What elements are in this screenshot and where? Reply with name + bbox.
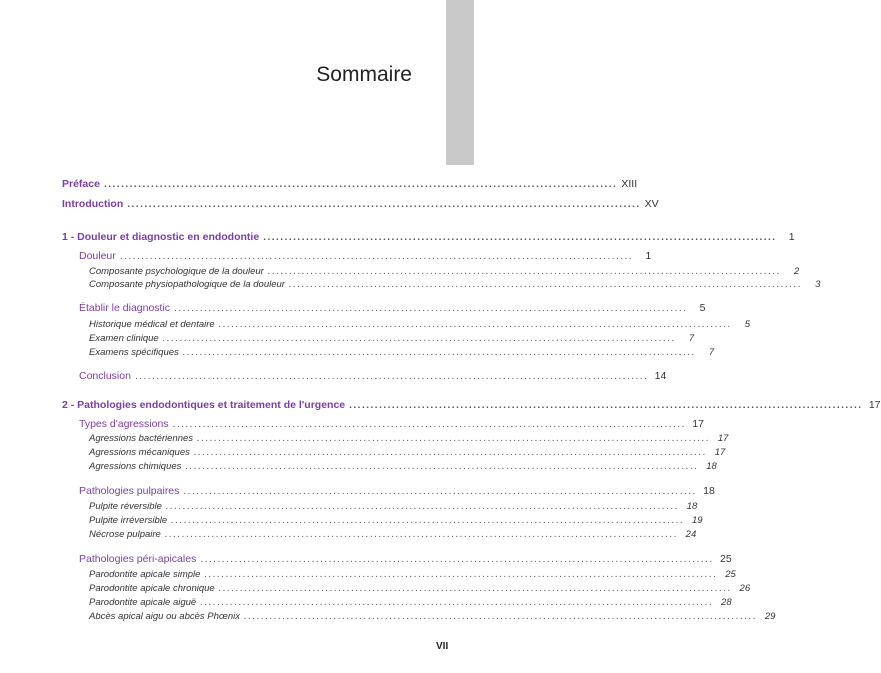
toc-entry-page: 24 — [685, 529, 697, 540]
toc-leader-dots: ........................................................................................................................ — [263, 232, 777, 243]
toc-entry-page: 3 — [815, 279, 821, 290]
toc-entry[interactable] — [89, 527, 697, 543]
page-title: Sommaire — [316, 63, 412, 86]
toc-entry-page: 18 — [706, 461, 717, 472]
toc-entry-label: 2 - Pathologies endodontiques et traitement de l'urgence — [62, 399, 346, 411]
toc-entry[interactable] — [79, 416, 704, 432]
toc-entry[interactable] — [79, 300, 706, 316]
toc-entry[interactable] — [62, 176, 638, 192]
toc-entry-page: 28 — [721, 597, 732, 608]
toc-entry-label: Types d'agressions — [79, 418, 169, 430]
toc-entry-page: 17 — [714, 447, 726, 458]
toc-entry-label: Parodontite apicale simple — [89, 569, 201, 580]
toc-entry-page: 5 — [744, 319, 751, 330]
toc-entry-label: Conclusion — [79, 370, 131, 382]
toc-entry-page: 7 — [708, 347, 715, 358]
toc-leader-dots: ........................................................................................................................ — [103, 179, 618, 190]
toc-entry-page: XIII — [621, 178, 638, 190]
toc-entry-label: Pulpite réversible — [89, 501, 162, 512]
toc-leader-dots: ........................................................................................................................ — [174, 303, 688, 314]
toc-entry-page: 17 — [868, 399, 881, 411]
toc-entry-label: Préface — [62, 178, 100, 190]
toc-entry-label: Pathologies pulpaires — [79, 485, 180, 497]
toc-entry-page: 1 — [645, 250, 652, 262]
toc-leader-dots: ........................................................................................................................ — [183, 486, 697, 497]
toc-entry[interactable] — [62, 397, 881, 413]
toc-entry-page: 18 — [703, 485, 715, 497]
toc-entry-page: 7 — [688, 333, 695, 344]
toc-entry-label: Établir le diagnostic — [79, 302, 171, 314]
toc-entry-page: 19 — [691, 515, 703, 526]
toc-entry[interactable] — [79, 368, 667, 384]
toc-entry-label: Agressions chimiques — [89, 461, 182, 472]
toc-entry-label: Parodontite apicale aiguë — [89, 597, 197, 608]
toc-leader-dots: ........................................................................................................................ — [172, 419, 686, 430]
toc-entry-label: Abcès apical aigu ou abcès Phœnix — [89, 611, 241, 622]
toc-entry-page: 17 — [717, 433, 729, 444]
toc-leader-dots: ........................................................................................................................ — [218, 319, 733, 330]
toc-entry[interactable] — [62, 196, 659, 212]
toc-leader-dots: ........................................................................................................................ — [119, 251, 634, 262]
toc-entry-label: Historique médical et dentaire — [89, 319, 215, 330]
toc-leader-dots: ........................................................................................................................ — [218, 583, 733, 594]
toc-entry-page: 1 — [788, 231, 795, 243]
toc-entry-page: 2 — [793, 266, 800, 277]
page-number: VII — [436, 641, 449, 652]
toc-entry-label: Douleur — [79, 250, 116, 262]
toc-entry-page: 5 — [699, 302, 706, 314]
toc-leader-dots: ........................................................................................................................ — [185, 461, 699, 472]
toc-leader-dots: ........................................................................................................................ — [171, 515, 685, 526]
toc-entry[interactable] — [89, 277, 821, 293]
toc-entry-label: Composante physiopathologique de la douleur — [89, 279, 285, 290]
toc-entry-page: 17 — [692, 418, 704, 430]
toc-entry-label: Examens spécifiques — [89, 347, 179, 358]
toc-entry-label: Agressions mécaniques — [89, 447, 190, 458]
toc-entry-label: Examen clinique — [89, 333, 159, 344]
toc-leader-dots: ........................................................................................................................ — [197, 433, 711, 444]
toc-entry-label: Composante psychologique de la douleur — [89, 266, 264, 277]
toc-leader-dots: ........................................................................................................................ — [200, 597, 714, 608]
toc-entry-page: 29 — [764, 611, 776, 622]
toc-entry[interactable] — [79, 248, 652, 264]
toc-leader-dots: ........................................................................................................................ — [182, 347, 697, 358]
toc-entry-page: 14 — [654, 370, 667, 382]
toc-leader-dots: ........................................................................................................................ — [267, 266, 782, 277]
toc-entry-label: Agressions bactériennes — [89, 433, 194, 444]
toc-leader-dots: ........................................................................................................................ — [127, 199, 641, 210]
toc-entry[interactable] — [89, 459, 717, 475]
toc-leader-dots: ........................................................................................................................ — [162, 333, 677, 344]
toc-leader-dots: ........................................................................................................................ — [204, 569, 718, 580]
toc-entry-page: 26 — [739, 583, 751, 594]
toc-entry-page: 25 — [720, 553, 732, 565]
toc-leader-dots: ........................................................................................................................ — [288, 279, 803, 290]
toc-entry[interactable] — [62, 229, 795, 245]
toc-entry-label: Nécrose pulpaire — [89, 529, 161, 540]
toc-entry-label: Parodontite apicale chronique — [89, 583, 215, 594]
toc-entry-label: Pathologies péri-apicales — [79, 553, 197, 565]
toc-leader-dots: ........................................................................................................................ — [164, 529, 679, 540]
toc-entry-page: 18 — [686, 501, 698, 512]
toc-entry-label: 1 - Douleur et diagnostic en endodontie — [62, 231, 260, 243]
toc-entry[interactable] — [79, 483, 715, 499]
toc-leader-dots: ........................................................................................................................ — [349, 400, 863, 411]
toc-entry-page: 25 — [725, 569, 736, 580]
toc-leader-dots: ........................................................................................................................ — [200, 554, 714, 565]
toc-entry[interactable] — [89, 609, 776, 625]
toc-leader-dots: ........................................................................................................................ — [134, 371, 649, 382]
toc-entry-page: XV — [644, 198, 659, 210]
toc-leader-dots: ........................................................................................................................ — [244, 611, 758, 622]
toc-entry[interactable] — [89, 345, 715, 361]
toc-entry[interactable] — [79, 551, 732, 567]
toc-entry-label: Pulpite irréversible — [89, 515, 168, 526]
toc-entry-label: Introduction — [62, 198, 124, 210]
toc-leader-dots: ........................................................................................................................ — [193, 447, 708, 458]
toc-leader-dots: ........................................................................................................................ — [165, 501, 680, 512]
